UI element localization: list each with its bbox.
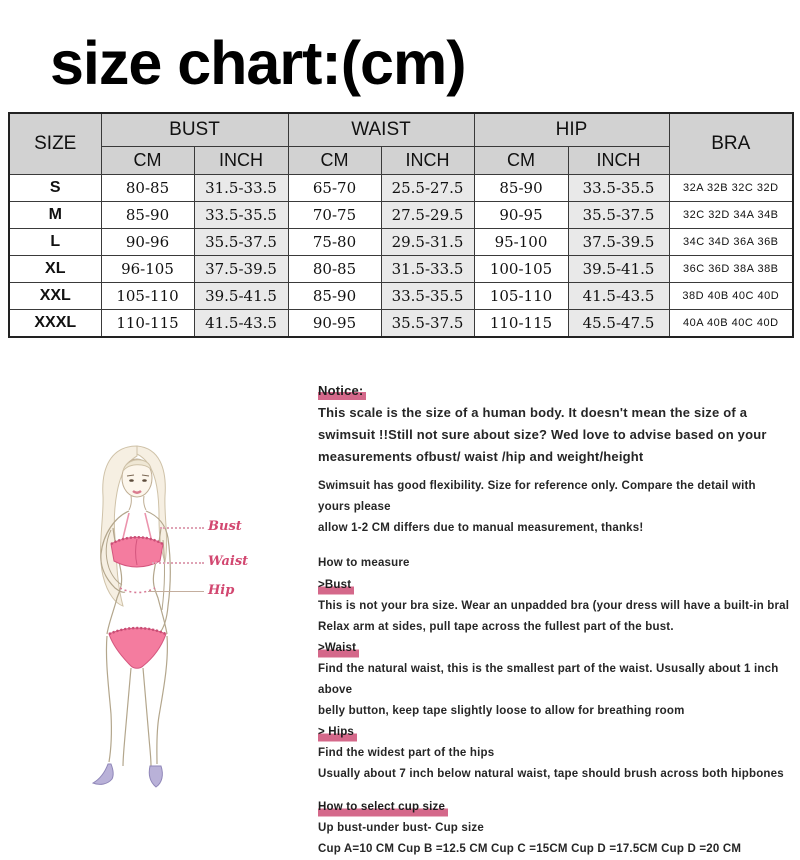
cell-bust-cm: 90-96 [101, 229, 194, 256]
model-sketch-image [45, 438, 235, 790]
cell-hip-cm: 100-105 [474, 256, 568, 283]
table-row [9, 175, 793, 202]
flexibility-text-line: allow 1-2 CM differs due to manual measurement, thanks! [318, 522, 644, 534]
cell-bra: 34C 34D 36A 36B [669, 229, 793, 256]
cell-hip-inch: 39.5-41.5 [568, 256, 669, 283]
cell-bust-inch: 39.5-41.5 [194, 283, 288, 310]
bust-leader-line [160, 527, 204, 529]
cell-bust-cm: 96-105 [101, 256, 194, 283]
cell-bust-inch: 31.5-33.5 [194, 175, 288, 202]
waist-label: Waist [208, 554, 249, 569]
hips-text-line: Usually about 7 inch below natural waist, tape should brush across both hipbones [318, 768, 784, 780]
header-hip-cm: CM [474, 147, 568, 175]
header-bust: BUST [101, 113, 288, 147]
cell-hip-cm: 85-90 [474, 175, 568, 202]
table-row [9, 283, 793, 310]
size-chart-table [8, 112, 794, 338]
hips-text-line: Find the widest part of the hips [318, 747, 495, 759]
header-waist: WAIST [288, 113, 474, 147]
header-bra: BRA [669, 113, 793, 175]
notice-heading: Notice: [318, 380, 366, 402]
cell-hip-inch: 35.5-37.5 [568, 202, 669, 229]
cell-waist-inch: 33.5-35.5 [381, 283, 474, 310]
cell-hip-inch: 33.5-35.5 [568, 175, 669, 202]
cell-waist-inch: 25.5-27.5 [381, 175, 474, 202]
cell-waist-cm: 75-80 [288, 229, 381, 256]
cell-bra: 32C 32D 34A 34B [669, 202, 793, 229]
waist-text-line: Find the natural waist, this is the smallest part of the waist. Ususally about 1 inch above [318, 663, 779, 696]
cell-bust-inch: 35.5-37.5 [194, 229, 288, 256]
cup-size-heading: How to select cup size [318, 797, 448, 818]
notice-text-line: measurements ofbust/ waist /hip and weight/height [318, 449, 644, 464]
waist-text-line: belly button, keep tape slightly loose to allow for breathing room [318, 705, 685, 717]
waist-section-heading: >Waist [318, 638, 359, 659]
cup-size-text-line: Up bust-under bust- Cup size [318, 822, 484, 834]
cell-bra: 38D 40B 40C 40D [669, 283, 793, 310]
cell-size: M [9, 202, 101, 229]
cell-size: XXL [9, 283, 101, 310]
model-figure-illustration [45, 438, 235, 790]
bust-text-line: This is not your bra size. Wear an unpadded bra (your dress will have a built-in bral [318, 600, 790, 612]
cell-hip-cm: 105-110 [474, 283, 568, 310]
notice-text-line: swimsuit !!Still not sure about size? Wed love to advise based on your [318, 427, 767, 442]
page-title: size chart:(cm) [50, 29, 466, 97]
header-size: SIZE [9, 113, 101, 175]
header-bust-inch: INCH [194, 147, 288, 175]
table-row [9, 256, 793, 283]
cell-waist-inch: 31.5-33.5 [381, 256, 474, 283]
cell-hip-cm: 110-115 [474, 310, 568, 338]
header-bust-cm: CM [101, 147, 194, 175]
cell-bra: 36C 36D 38A 38B [669, 256, 793, 283]
cell-waist-cm: 85-90 [288, 283, 381, 310]
hip-leader-line [148, 591, 204, 592]
header-waist-cm: CM [288, 147, 381, 175]
cell-bra: 40A 40B 40C 40D [669, 310, 793, 338]
waist-leader-line [152, 562, 204, 564]
cell-size: S [9, 175, 101, 202]
cell-waist-inch: 29.5-31.5 [381, 229, 474, 256]
cell-waist-cm: 65-70 [288, 175, 381, 202]
table-row [9, 229, 793, 256]
cell-bust-inch: 41.5-43.5 [194, 310, 288, 338]
table-row [9, 202, 793, 229]
table-row [9, 310, 793, 338]
cell-waist-cm: 80-85 [288, 256, 381, 283]
cell-waist-cm: 70-75 [288, 202, 381, 229]
notice-text-line: This scale is the size of a human body. It doesn't mean the size of a [318, 405, 748, 420]
cell-hip-cm: 95-100 [474, 229, 568, 256]
header-hip: HIP [474, 113, 669, 147]
cell-waist-cm: 90-95 [288, 310, 381, 338]
cell-bust-cm: 80-85 [101, 175, 194, 202]
table-header [9, 113, 793, 175]
notes-column [318, 380, 790, 860]
bust-label: Bust [208, 519, 242, 534]
cell-bust-cm: 85-90 [101, 202, 194, 229]
how-to-measure-title: How to measure [318, 557, 410, 569]
cell-bra: 32A 32B 32C 32D [669, 175, 793, 202]
cell-bust-cm: 110-115 [101, 310, 194, 338]
cell-hip-inch: 45.5-47.5 [568, 310, 669, 338]
header-hip-inch: INCH [568, 147, 669, 175]
cell-waist-inch: 35.5-37.5 [381, 310, 474, 338]
cell-bust-inch: 33.5-35.5 [194, 202, 288, 229]
hip-label: Hip [208, 583, 235, 598]
cell-bust-cm: 105-110 [101, 283, 194, 310]
cell-bust-inch: 37.5-39.5 [194, 256, 288, 283]
cell-hip-inch: 41.5-43.5 [568, 283, 669, 310]
cell-size: L [9, 229, 101, 256]
cup-size-text-line: Cup A=10 CM Cup B =12.5 CM Cup C =15CM Cup D =17.5CM Cup D =20 CM [318, 843, 742, 855]
cell-waist-inch: 27.5-29.5 [381, 202, 474, 229]
cell-size: XL [9, 256, 101, 283]
hips-section-heading: > Hips [318, 722, 357, 743]
bust-text-line: Relax arm at sides, pull tape across the fullest part of the bust. [318, 621, 674, 633]
bust-section-heading: >Bust [318, 575, 354, 596]
header-waist-inch: INCH [381, 147, 474, 175]
cell-size: XXXL [9, 310, 101, 338]
cell-hip-cm: 90-95 [474, 202, 568, 229]
cell-hip-inch: 37.5-39.5 [568, 229, 669, 256]
flexibility-text-line: Swimsuit has good flexibility. Size for reference only. Compare the detail with yours please [318, 480, 756, 513]
